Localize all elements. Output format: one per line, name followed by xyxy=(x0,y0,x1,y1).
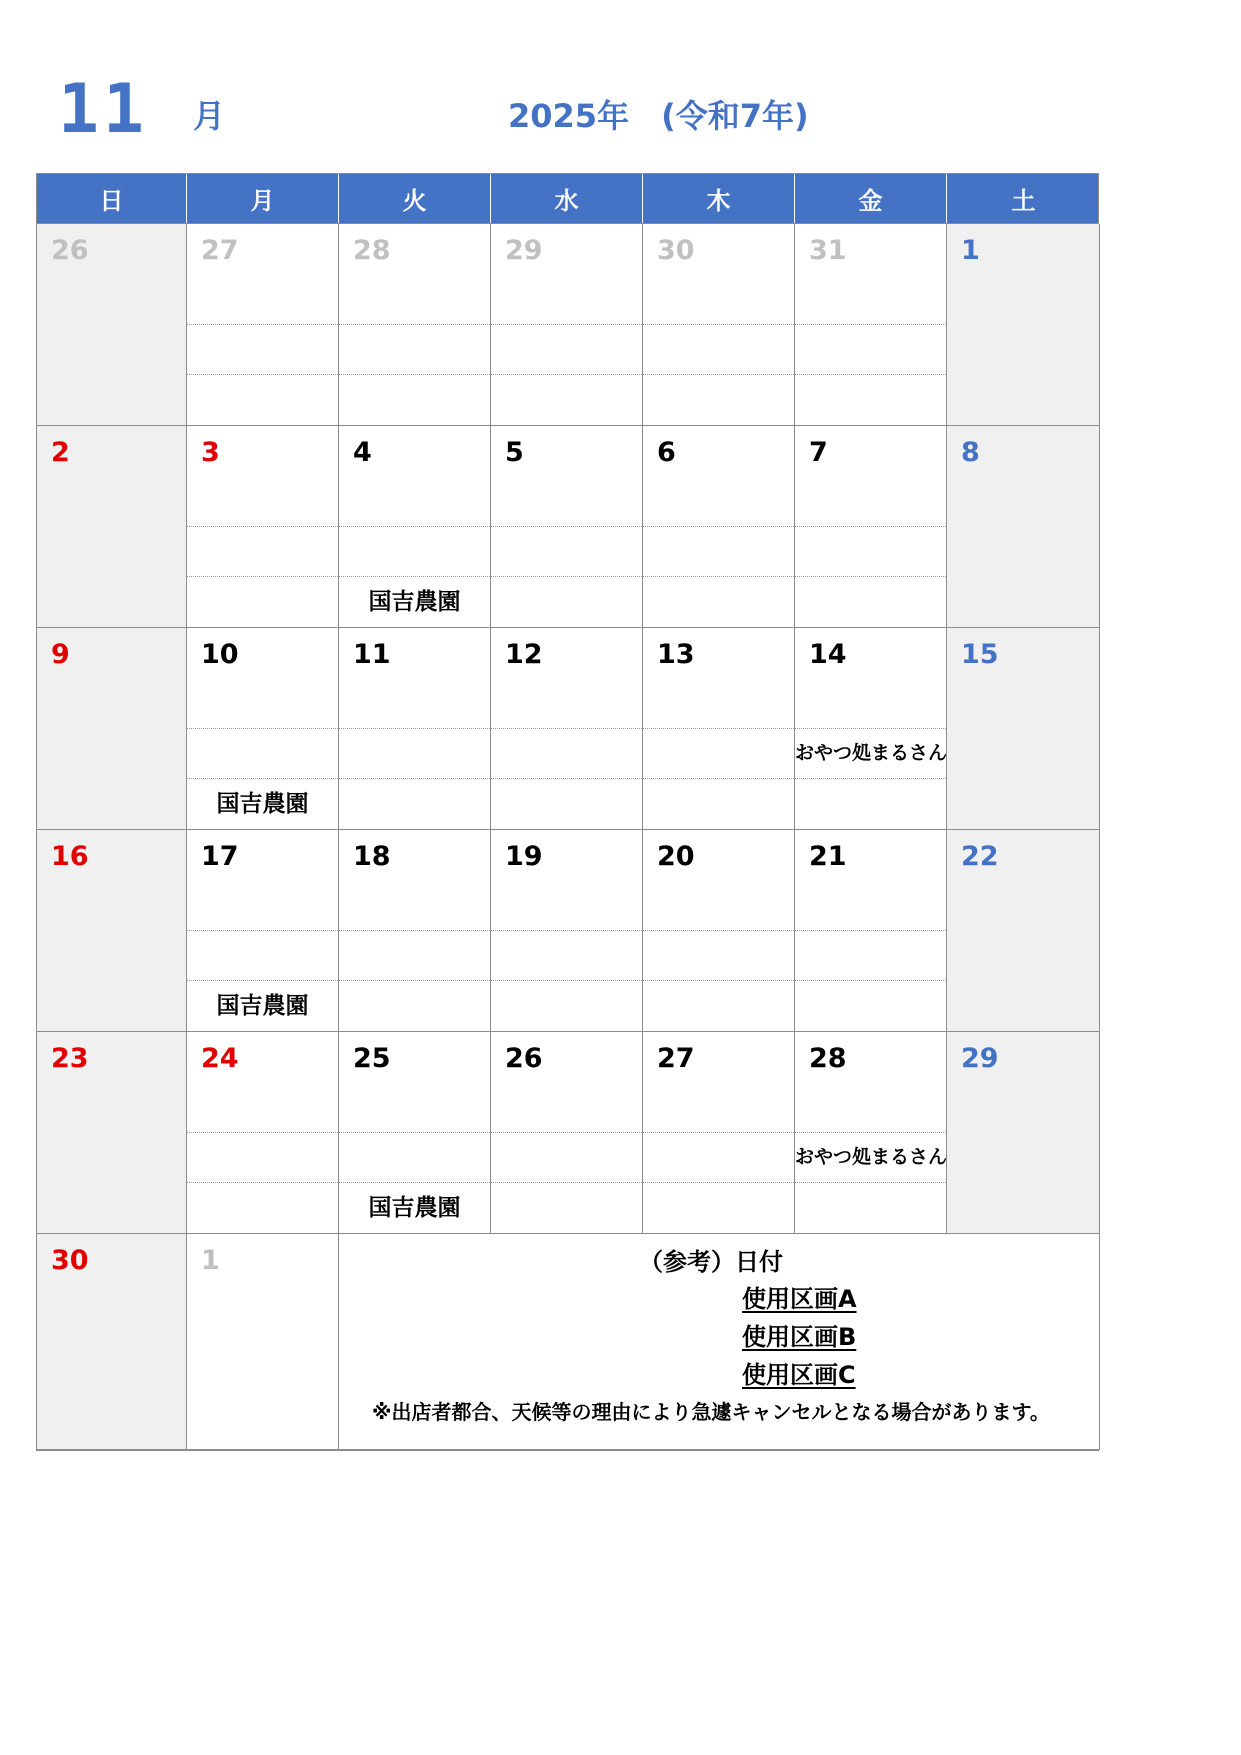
day-number: 26 xyxy=(505,1043,543,1074)
day-cell xyxy=(947,1032,1100,1234)
slot-dividers xyxy=(491,224,642,425)
slot-dividers xyxy=(339,224,490,425)
day-cell xyxy=(187,830,339,1032)
slot-dividers xyxy=(491,830,642,1031)
event-label: 国吉農園 xyxy=(368,1195,461,1221)
day-cell xyxy=(947,224,1100,426)
day-cell xyxy=(491,426,643,628)
day-number: 31 xyxy=(809,235,847,266)
slot-divider xyxy=(491,728,642,729)
day-cell xyxy=(795,628,947,830)
slot-dividers xyxy=(795,830,946,1031)
notes-box xyxy=(339,1234,1100,1450)
day-cell xyxy=(795,1032,947,1234)
slot-divider xyxy=(643,778,794,779)
weekday-header xyxy=(36,173,1099,224)
day-number: 14 xyxy=(809,639,847,670)
month-label: 月 xyxy=(193,97,226,135)
slot-dividers xyxy=(491,426,642,627)
slot-divider xyxy=(643,728,794,729)
slot-divider xyxy=(339,728,490,729)
slot-dividers xyxy=(643,628,794,829)
day-number: 21 xyxy=(809,841,847,872)
day-number: 29 xyxy=(961,1043,999,1074)
slot-divider xyxy=(795,576,946,577)
slot-divider xyxy=(491,324,642,325)
day-number: 11 xyxy=(353,639,391,670)
day-cell xyxy=(187,426,339,628)
day-cell xyxy=(491,628,643,830)
day-number: 23 xyxy=(51,1043,89,1074)
slot-divider xyxy=(795,1132,946,1133)
notes-reference: （参考）日付 xyxy=(639,1248,783,1276)
day-cell xyxy=(643,426,795,628)
slot-divider xyxy=(795,980,946,981)
day-cell xyxy=(947,830,1100,1032)
slot-divider xyxy=(339,374,490,375)
day-cell xyxy=(339,628,491,830)
slot-divider xyxy=(795,526,946,527)
day-cell xyxy=(187,1234,339,1450)
day-number: 13 xyxy=(657,639,695,670)
slot-dividers xyxy=(795,628,946,829)
slot-divider xyxy=(643,324,794,325)
slot-divider xyxy=(187,526,338,527)
day-cell xyxy=(187,224,339,426)
day-number: 9 xyxy=(51,639,70,670)
day-number: 24 xyxy=(201,1043,239,1074)
day-cell xyxy=(339,830,491,1032)
day-number: 28 xyxy=(353,235,391,266)
day-cell xyxy=(37,830,187,1032)
day-number: 4 xyxy=(353,437,372,468)
event-label: おやつ処まるさん xyxy=(795,1146,948,1168)
day-number: 28 xyxy=(809,1043,847,1074)
day-number: 18 xyxy=(353,841,391,872)
day-number: 22 xyxy=(961,841,999,872)
slot-dividers xyxy=(339,830,490,1031)
day-cell xyxy=(491,830,643,1032)
day-cell xyxy=(795,224,947,426)
weekday-wed: 水 xyxy=(491,174,643,223)
slot-divider xyxy=(187,576,338,577)
slot-divider xyxy=(491,576,642,577)
slot-divider xyxy=(187,1132,338,1133)
day-number: 1 xyxy=(201,1245,220,1276)
slot-divider xyxy=(187,980,338,981)
day-cell xyxy=(339,1032,491,1234)
day-number: 7 xyxy=(809,437,828,468)
calendar-grid xyxy=(36,224,1099,1451)
slot-divider xyxy=(795,324,946,325)
event-label: おやつ処まるさん xyxy=(795,742,948,764)
slot-dividers xyxy=(187,1032,338,1233)
slot-divider xyxy=(491,1182,642,1183)
weekday-tue: 火 xyxy=(339,174,491,223)
day-cell xyxy=(491,1032,643,1234)
slot-divider xyxy=(187,778,338,779)
day-cell xyxy=(37,1032,187,1234)
day-number: 8 xyxy=(961,437,980,468)
day-cell xyxy=(37,426,187,628)
day-cell xyxy=(37,1234,187,1450)
day-number: 19 xyxy=(505,841,543,872)
notes-area-b: 使用区画B xyxy=(742,1323,857,1351)
slot-dividers xyxy=(795,426,946,627)
slot-dividers xyxy=(795,1032,946,1233)
day-number: 2 xyxy=(51,437,70,468)
slot-divider xyxy=(339,526,490,527)
event-label: 国吉農園 xyxy=(368,589,461,615)
slot-divider xyxy=(339,1182,490,1183)
slot-divider xyxy=(187,324,338,325)
slot-divider xyxy=(339,980,490,981)
day-number: 5 xyxy=(505,437,524,468)
slot-divider xyxy=(491,526,642,527)
day-number: 3 xyxy=(201,437,220,468)
day-cell xyxy=(37,628,187,830)
slot-divider xyxy=(491,778,642,779)
slot-divider xyxy=(795,930,946,931)
slot-divider xyxy=(795,374,946,375)
event-label: 国吉農園 xyxy=(216,993,309,1019)
slot-divider xyxy=(795,1182,946,1183)
notes-area-a: 使用区画A xyxy=(742,1285,857,1313)
event-label: 国吉農園 xyxy=(216,791,309,817)
day-number: 25 xyxy=(353,1043,391,1074)
day-cell xyxy=(187,628,339,830)
slot-divider xyxy=(187,930,338,931)
slot-divider xyxy=(643,1132,794,1133)
slot-dividers xyxy=(491,1032,642,1233)
notes-disclaimer: ※出店者都合、天候等の理由により急遽キャンセルとなる場合があります。 xyxy=(372,1400,1050,1424)
notes-area-c: 使用区画C xyxy=(742,1361,856,1389)
weekday-sun: 日 xyxy=(37,174,187,223)
day-cell xyxy=(491,224,643,426)
day-cell xyxy=(643,1032,795,1234)
slot-divider xyxy=(491,930,642,931)
slot-divider xyxy=(643,980,794,981)
slot-dividers xyxy=(187,224,338,425)
day-number: 29 xyxy=(505,235,543,266)
day-cell xyxy=(795,426,947,628)
slot-dividers xyxy=(339,628,490,829)
weekday-thu: 木 xyxy=(643,174,795,223)
slot-divider xyxy=(491,980,642,981)
calendar xyxy=(36,173,1099,1451)
slot-divider xyxy=(643,526,794,527)
slot-divider xyxy=(643,930,794,931)
day-cell xyxy=(643,830,795,1032)
day-number: 20 xyxy=(657,841,695,872)
day-number: 17 xyxy=(201,841,239,872)
day-number: 6 xyxy=(657,437,676,468)
day-cell xyxy=(947,628,1100,830)
day-cell xyxy=(339,224,491,426)
slot-dividers xyxy=(643,830,794,1031)
weekday-mon: 月 xyxy=(187,174,339,223)
slot-divider xyxy=(795,728,946,729)
slot-divider xyxy=(491,374,642,375)
day-number: 30 xyxy=(657,235,695,266)
month-number: 11 xyxy=(58,70,148,149)
slot-divider xyxy=(339,576,490,577)
slot-divider xyxy=(187,374,338,375)
day-number: 16 xyxy=(51,841,89,872)
day-number: 10 xyxy=(201,639,239,670)
day-cell xyxy=(37,224,187,426)
slot-divider xyxy=(187,728,338,729)
day-number: 15 xyxy=(961,639,999,670)
slot-divider xyxy=(339,1132,490,1133)
day-cell xyxy=(339,426,491,628)
day-cell xyxy=(643,628,795,830)
day-number: 12 xyxy=(505,639,543,670)
slot-divider xyxy=(491,1132,642,1133)
slot-divider xyxy=(339,324,490,325)
slot-divider xyxy=(643,1182,794,1183)
slot-divider xyxy=(339,930,490,931)
slot-dividers xyxy=(643,224,794,425)
slot-dividers xyxy=(795,224,946,425)
slot-dividers xyxy=(643,426,794,627)
day-number: 1 xyxy=(961,235,980,266)
year-label: 2025年 (令和7年) xyxy=(508,97,809,135)
slot-dividers xyxy=(643,1032,794,1233)
day-cell xyxy=(187,1032,339,1234)
day-number: 27 xyxy=(657,1043,695,1074)
slot-dividers xyxy=(187,426,338,627)
slot-divider xyxy=(795,778,946,779)
slot-divider xyxy=(187,1182,338,1183)
slot-divider xyxy=(643,374,794,375)
day-cell xyxy=(795,830,947,1032)
day-number: 27 xyxy=(201,235,239,266)
weekday-sat: 土 xyxy=(1011,187,1036,215)
day-number: 26 xyxy=(51,235,89,266)
slot-dividers xyxy=(491,628,642,829)
slot-divider xyxy=(339,778,490,779)
weekday-fri: 金 xyxy=(795,174,947,223)
day-number: 30 xyxy=(51,1245,89,1276)
slot-divider xyxy=(643,576,794,577)
day-cell xyxy=(947,426,1100,628)
day-cell xyxy=(643,224,795,426)
